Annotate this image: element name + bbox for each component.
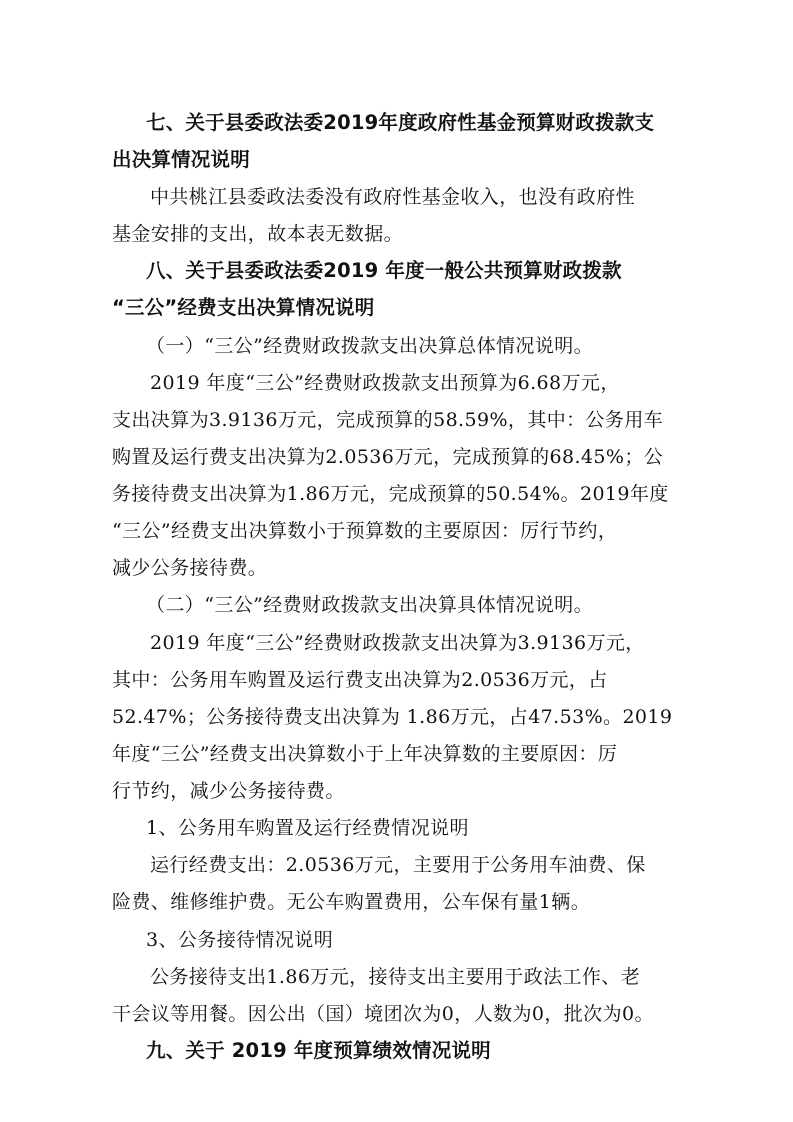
section-8-heading-cont: “三公”经费支出决算情况说明 (112, 296, 375, 319)
subsection-2-title: （二）“三公”经费财政拨款支出决算具体情况说明。 (146, 594, 594, 616)
subsection-2-text: 52.47%；公务接待费支出决算为 1.86万元，占47.53%。2019 (112, 706, 673, 728)
item-1-title: 1、公务用车购置及运行经费情况说明 (146, 817, 469, 839)
subsection-1-title: （一）“三公”经费财政拨款支出决算总体情况说明。 (146, 335, 594, 357)
section-7-heading: 七、关于县委政法委2019年度政府性基金预算财政拨款支 (146, 111, 655, 134)
subsection-2-text: 其中：公务用车购置及运行费支出决算为2.0536万元，占 (112, 669, 608, 691)
section-9-heading: 九、关于 2019 年度预算绩效情况说明 (146, 1039, 491, 1062)
section-7-paragraph: 中共桃江县委政法委没有政府性基金收入，也没有政府性 (150, 186, 636, 208)
item-3-title: 3、公务接待情况说明 (146, 929, 334, 951)
subsection-1-text: 2019 年度“三公”经费财政拨款支出预算为6.68万元， (150, 372, 620, 394)
subsection-2-text: 年度“三公”经费支出决算数小于上年决算数的主要原因：厉 (112, 743, 618, 765)
item-1-text: 险费、维修维护费。无公车购置费用，公车保有量1辆。 (112, 891, 591, 913)
subsection-1-text: 务接待费支出决算为1.86万元，完成预算的50.54%。2019年度 (112, 483, 669, 505)
subsection-1-text: 支出决算为3.9136万元，完成预算的58.59%，其中：公务用车 (112, 409, 664, 431)
subsection-1-text: “三公”经费支出决算数小于预算数的主要原因：厉行节约， (112, 520, 618, 542)
item-3-text: 公务接待支出1.86万元，接待支出主要用于政法工作、老 (150, 966, 641, 988)
section-7-paragraph-cont: 基金安排的支出，故本表无数据。 (112, 223, 404, 245)
subsection-2-text: 2019 年度“三公”经费财政拨款支出决算为3.9136万元， (150, 632, 645, 654)
section-8-heading: 八、关于县委政法委2019 年度一般公共预算财政拨款 (146, 259, 622, 282)
subsection-1-text: 购置及运行费支出决算为2.0536万元，完成预算的68.45%；公 (112, 446, 664, 468)
subsection-2-text: 行节约，减少公务接待费。 (112, 780, 345, 802)
item-1-text: 运行经费支出：2.0536万元，主要用于公务用车油费、保 (150, 854, 646, 876)
subsection-1-text: 减少公务接待费。 (112, 557, 268, 579)
item-3-text: 干会议等用餐。因公出（国）境团次为0，人数为0，批次为0。 (112, 1003, 654, 1025)
section-7-heading-cont: 出决算情况说明 (112, 148, 250, 171)
